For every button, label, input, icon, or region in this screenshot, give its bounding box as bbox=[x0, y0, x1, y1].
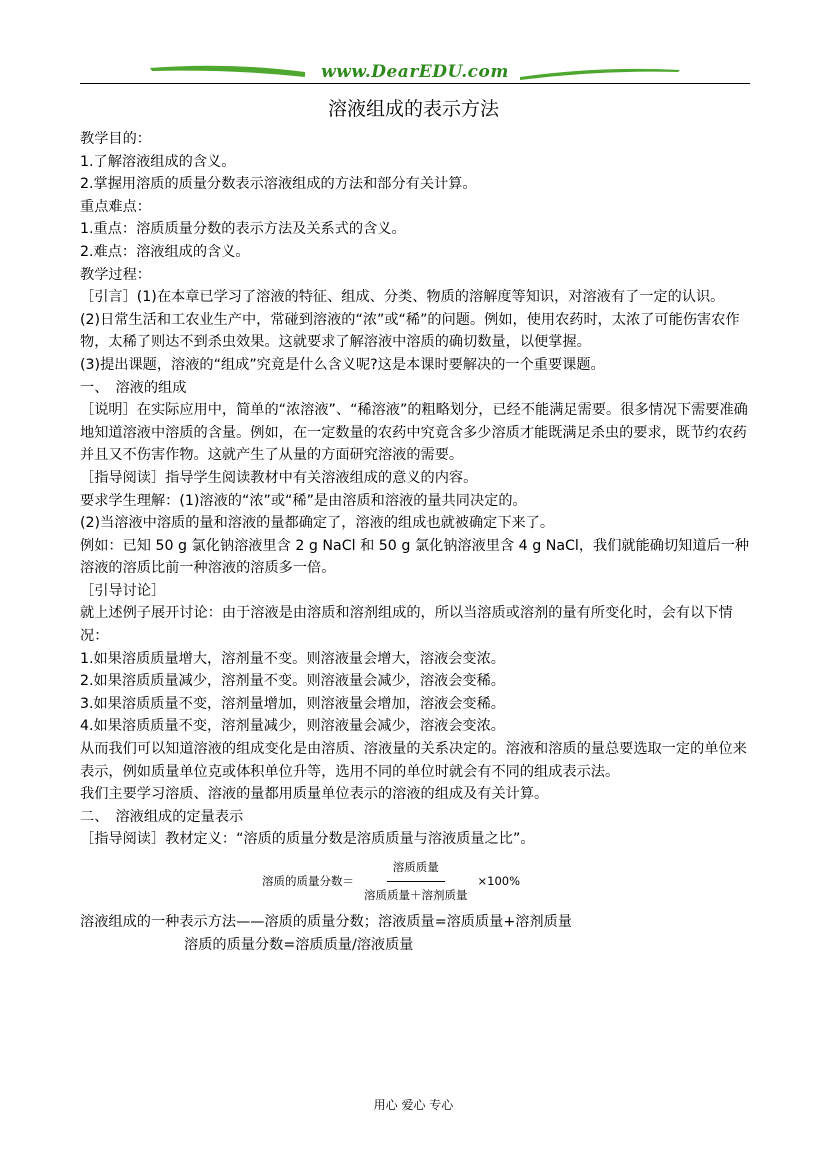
site-logo-text: www.DearEDU.com bbox=[321, 62, 509, 82]
paragraph: 2.如果溶质质量减少，溶剂量不变。则溶液量会减少，溶液会变稀。 bbox=[80, 673, 505, 690]
paragraph: 溶液组成的一种表示方法——溶质的质量分数；溶液质量=溶质质量+溶剂质量 bbox=[80, 914, 572, 930]
paragraph: 教学过程： bbox=[80, 266, 151, 283]
formula-numerator: 溶质质量 bbox=[387, 856, 445, 882]
section-heading: 一、 溶液的组成 bbox=[80, 379, 187, 396]
paragraph: 2.难点：溶液组成的含义。 bbox=[80, 243, 250, 260]
paragraph: 要求学生理解：(1)溶液的“浓”或“稀”是由溶质和溶液的量共同决定的。 bbox=[80, 492, 527, 509]
paragraph: ［说明］在实际应用中，简单的“浓溶液”、“稀溶液”的粗略划分，已经不能满足需要。很多情况下需要准确地知道溶液中溶质的含量。例如，在一定数量的农药中究竟含多少溶质才能既满足杀虫的要求，既节约农药并且又不伤害作物。这就产生了从量的方面研究溶液的需要。 bbox=[80, 402, 748, 464]
paragraph: ［引导讨论］ bbox=[80, 582, 166, 599]
section-heading: 二、 溶液组成的定量表示 bbox=[80, 808, 244, 825]
page-title: 溶液组成的表示方法 bbox=[327, 98, 499, 120]
paragraph: 我们主要学习溶质、溶液的量都用质量单位表示的溶液的组成及有关计算。 bbox=[80, 786, 549, 803]
paragraph: 就上述例子展开讨论：由于溶液是由溶质和溶剂组成的，所以当溶质或溶剂的量有所变化时，会有以下情况： bbox=[80, 605, 733, 645]
document-body bbox=[80, 128, 750, 956]
paragraph: 溶质的质量分数=溶质质量/溶液质量 bbox=[184, 936, 414, 953]
formula-factor: ×100% bbox=[477, 873, 521, 888]
paragraph: (2)当溶液中溶质的量和溶液的量都确定了，溶液的组成也就被确定下来了。 bbox=[80, 515, 555, 532]
paragraph: 1.重点：溶质质量分数的表示方法及关系式的含义。 bbox=[80, 221, 406, 238]
paragraph: 1.如果溶质质量增大，溶剂量不变。则溶液量会增大，溶液会变浓。 bbox=[80, 650, 505, 667]
page-footer: 用心 爱心 专心 bbox=[373, 1098, 454, 1112]
paragraph: 例如：已知 50 g 氯化钠溶液里含 2 g NaCl 和 50 g 氯化钠溶液里含 4 g NaCl，我们就能确切知道后一种溶液的溶质比前一种溶液的溶质多一倍。 bbox=[80, 537, 750, 577]
formula-denominator: 溶质质量＋溶剂质量 bbox=[364, 887, 468, 902]
formula-block bbox=[80, 857, 750, 909]
paragraph: 3.如果溶质质量不变，溶剂量增加，则溶液量会增加，溶液会变稀。 bbox=[80, 695, 505, 712]
paragraph: (3)提出课题，溶液的“组成”究竟是什么含义呢?这是本课时要解决的一个重要课题。 bbox=[80, 356, 605, 373]
formula-lhs: 溶质的质量分数＝ bbox=[262, 873, 354, 888]
paragraph: 教学目的： bbox=[80, 131, 151, 147]
paragraph: 1.了解溶液组成的含义。 bbox=[80, 153, 236, 170]
formula-fraction bbox=[358, 856, 474, 906]
mass-fraction-formula bbox=[262, 861, 520, 901]
paragraph: ［指导阅读］教材定义：“溶质的质量分数是溶质质量与溶液质量之比”。 bbox=[80, 831, 535, 848]
paragraph: (2)日常生活和工农业生产中，常碰到溶液的“浓”或“稀”的问题。例如，使用农药时，太浓了可能伤害农作物，太稀了则达不到杀虫效果。这就要求了解溶液中溶质的确切数量，以便掌握。 bbox=[80, 311, 740, 351]
paragraph: 2.掌握用溶质的质量分数表示溶液组成的方法和部分有关计算。 bbox=[80, 176, 477, 193]
paragraph: ［指导阅读］指导学生阅读教材中有关溶液组成的意义的内容。 bbox=[80, 469, 478, 486]
paragraph: ［引言］(1)在本章已学习了溶液的特征、组成、分类、物质的溶解度等知识，对溶液有了一定的认识。 bbox=[80, 289, 725, 306]
paragraph: 重点难点： bbox=[80, 198, 151, 215]
paragraph: 从而我们可以知道溶液的组成变化是由溶质、溶液量的关系决定的。溶液和溶质的量总要选取一定的单位来表示，例如质量单位克或体积单位升等，选用不同的单位时就会有不同的组成表示法。 bbox=[80, 741, 747, 780]
header-rule bbox=[80, 83, 750, 84]
paragraph: 4.如果溶质质量不变，溶剂量减少，则溶液量会减少，溶液会变浓。 bbox=[80, 718, 505, 735]
site-header bbox=[80, 58, 750, 90]
